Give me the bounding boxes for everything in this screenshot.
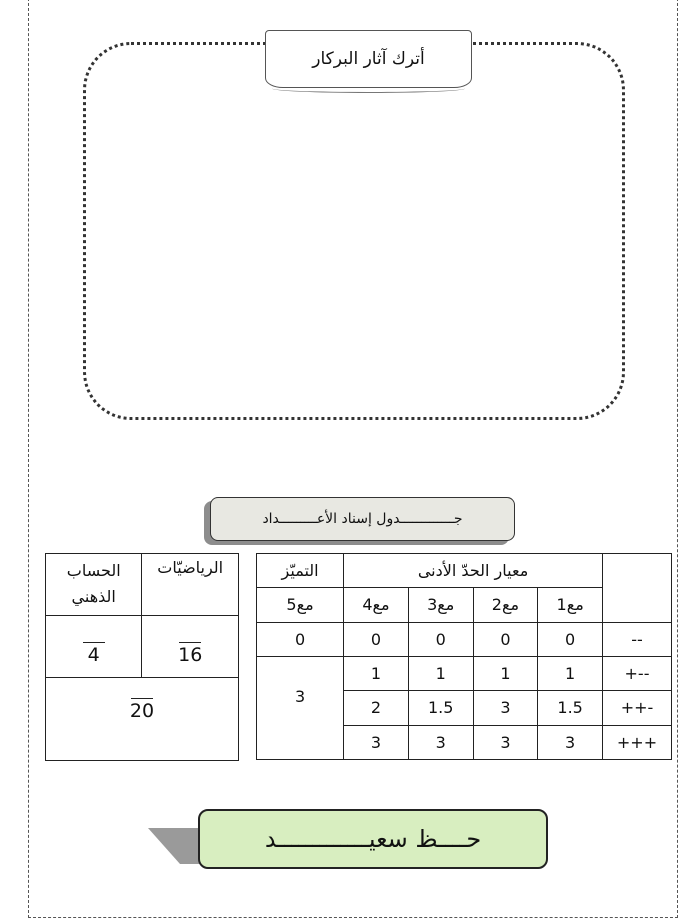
row-label: +-- xyxy=(603,656,672,690)
table-cell: 1 xyxy=(473,656,538,690)
math-denominator: 16 xyxy=(178,644,203,666)
math-score-cell[interactable] xyxy=(142,616,239,678)
table-cell: 2 xyxy=(344,691,409,725)
table-cell: 0 xyxy=(344,622,409,656)
table-cell: 0 xyxy=(473,622,538,656)
table-cell: 3 xyxy=(538,725,603,759)
compass-drawing-area[interactable] xyxy=(83,42,625,420)
column-header: مع5 xyxy=(257,588,344,622)
math-label: الرياضيّات xyxy=(142,554,239,616)
grading-title-text: جـــــــــــــدول إسناد الأعـــــــــداد xyxy=(262,511,463,527)
compass-banner-text: أترك آثار البركار xyxy=(312,49,425,69)
mental-score-fraction xyxy=(83,630,105,665)
score-table xyxy=(45,553,239,761)
grading-table-title xyxy=(210,497,515,541)
min-criteria-header: معيار الحدّ الأدنى xyxy=(344,554,603,588)
table-cell: 0 xyxy=(408,622,473,656)
table-cell: 1.5 xyxy=(538,691,603,725)
excellence-header: التميّز xyxy=(257,554,344,588)
table-cell: 3 xyxy=(344,725,409,759)
table-cell: 1 xyxy=(344,656,409,690)
table-cell: 0 xyxy=(538,622,603,656)
mental-denominator: 4 xyxy=(87,644,100,666)
excellence-merged-cell: 3 xyxy=(257,656,344,759)
table-cell: 1 xyxy=(408,656,473,690)
table-cell: 3 xyxy=(473,725,538,759)
criteria-table xyxy=(256,553,672,760)
table-cell: 1.5 xyxy=(408,691,473,725)
criteria-corner-cell xyxy=(603,554,672,623)
mental-score-cell[interactable] xyxy=(46,616,142,678)
table-cell: 3 xyxy=(473,691,538,725)
total-score-fraction xyxy=(130,686,154,721)
total-score-cell[interactable] xyxy=(46,678,239,761)
row-label: +++ xyxy=(603,725,672,759)
total-denominator: 20 xyxy=(129,700,155,722)
good-luck-text: حــــظ سعيـــــــــــــد xyxy=(264,825,482,853)
column-header: مع2 xyxy=(473,588,538,622)
good-luck-banner xyxy=(198,809,548,869)
row-label: ++- xyxy=(603,691,672,725)
row-label: -- xyxy=(603,622,672,656)
table-cell: 3 xyxy=(408,725,473,759)
table-cell: 0 xyxy=(257,622,344,656)
column-header: مع3 xyxy=(408,588,473,622)
compass-banner xyxy=(265,30,472,88)
column-header: مع4 xyxy=(344,588,409,622)
mental-math-label: الحساب الذهني xyxy=(46,554,142,616)
math-score-fraction xyxy=(178,630,202,665)
column-header: مع1 xyxy=(538,588,603,622)
table-cell: 1 xyxy=(538,656,603,690)
